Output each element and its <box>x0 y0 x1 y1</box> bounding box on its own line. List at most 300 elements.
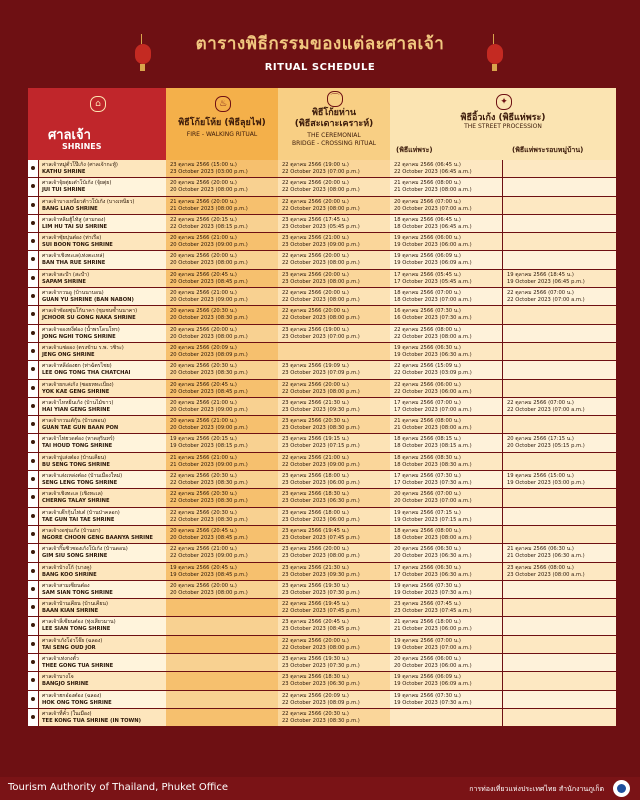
shrine-name-thai: ศาลเจ้าหมู่ตั่วโป๊เก้ง (ศาลเจ้ากะทู้) <box>42 162 118 168</box>
fire-date-english: 20 October 2023 (09:00 p.m.) <box>170 406 248 413</box>
bridge-date-thai: 22 ตุลาคม 2566 (20:00 น.) <box>282 180 349 187</box>
column-header-bridge-thai-line2: (พิธีสะเดาะเคราะห์) <box>294 119 374 129</box>
p1-date-english: 23 October 2023 (07:45 a.m.) <box>394 608 472 615</box>
p2-time-cell <box>503 251 616 268</box>
bridge-time-cell <box>278 233 390 250</box>
fire-date-thai: 22 ตุลาคม 2566 (20:30 น.) <box>170 491 237 498</box>
page-title-english: RITUAL SCHEDULE <box>264 62 376 73</box>
bullet-icon <box>28 489 38 506</box>
p2-time-cell <box>503 325 616 342</box>
shrine-name-thai: ศาลเจ้าหลิมฮู้ไท้สู (สามกอง) <box>42 216 106 223</box>
bullet-icon <box>28 215 38 232</box>
bullet-icon <box>28 288 38 305</box>
shrine-name-thai: ศาลเจ้าหลีอ๋องฮก (ท่าฉัตรไชย) <box>42 363 112 370</box>
p1-date-english: 22 October 2023 (03:09 p.m.) <box>394 370 472 377</box>
fire-date-thai: 20 ตุลาคม 2566 (21:00 น.) <box>170 399 237 406</box>
p1-date-english: 20 October 2023 (07:00 a.m.) <box>394 205 472 212</box>
bridge-time-cell <box>278 251 390 268</box>
bullet-icon <box>28 306 38 323</box>
fire-date-thai: 20 ตุลาคม 2566 (21:00 น.) <box>170 290 237 297</box>
bridge-time-cell <box>278 581 390 598</box>
p1-date-english: 18 October 2023 (07:00 a.m.) <box>394 297 472 304</box>
shrine-name-cell <box>39 306 166 323</box>
bridge-time-cell <box>278 709 390 726</box>
p1-date-english: 22 October 2023 (08:00 a.m.) <box>394 333 472 340</box>
footer-org-english: Tourism Authority of Thailand, Phuket Office <box>8 782 229 793</box>
p1-date-thai: 20 ตุลาคม 2566 (07:00 น.) <box>394 198 461 205</box>
bridge-date-thai: 23 ตุลาคม 2566 (19:09 น.) <box>282 363 349 370</box>
p1-time-cell <box>390 380 502 397</box>
bullet-icon <box>28 526 38 543</box>
bridge-date-thai: 22 ตุลาคม 2566 (21:00 น.) <box>282 454 349 461</box>
fire-time-cell <box>166 508 278 525</box>
p2-time-cell <box>503 471 616 488</box>
fire-date-thai: 20 ตุลาคม 2566 (20:00 น.) <box>170 582 237 589</box>
bridge-time-cell <box>278 672 390 689</box>
footer-org-thai: การท่องเที่ยวแห่งประเทศไทย สำนักงานภูเก็ต <box>469 785 604 793</box>
p2-time-cell <box>503 453 616 470</box>
p1-date-english: 20 October 2023 (07:00 a.m.) <box>394 498 472 505</box>
bullet-icon <box>28 325 38 342</box>
shrine-name-english: BAN THA RUE SHRINE <box>42 260 106 267</box>
shrine-name-cell <box>39 672 166 689</box>
fire-date-english: 20 October 2023 (09:00 p.m.) <box>170 297 248 304</box>
p2-time-cell <box>503 691 616 708</box>
table-row <box>28 691 616 709</box>
fire-date-thai: 19 ตุลาคม 2566 (20:45 น.) <box>170 564 237 571</box>
fire-date-english: 20 October 2023 (09:00 p.m.) <box>170 425 248 432</box>
shrine-name-cell <box>39 178 166 195</box>
fire-date-thai: 22 ตุลาคม 2566 (20:30 น.) <box>170 473 237 480</box>
column-header-shrines <box>28 88 166 160</box>
column-header-street-procession <box>390 88 616 160</box>
fire-time-cell <box>166 581 278 598</box>
page-header <box>0 0 640 88</box>
bridge-date-thai: 23 ตุลาคม 2566 (19:00 น.) <box>282 326 349 333</box>
shrine-name-cell <box>39 508 166 525</box>
p1-date-thai: 20 ตุลาคม 2566 (06:30 น.) <box>394 546 461 553</box>
p1-time-cell <box>390 306 502 323</box>
p2-date-english: 19 October 2023 (06:45 p.m.) <box>507 278 585 285</box>
p1-date-thai: 18 ตุลาคม 2566 (06:45 น.) <box>394 216 461 223</box>
column-subheader-procession: (พิธีแห่พระ) <box>396 146 433 154</box>
p1-time-cell <box>390 270 502 287</box>
bridge-date-thai: 23 ตุลาคม 2566 (18:30 น.) <box>282 491 349 498</box>
bridge-date-thai: 23 ตุลาคม 2566 (21:00 น.) <box>282 235 349 242</box>
table-row <box>28 453 616 471</box>
shrine-name-cell <box>39 434 166 451</box>
bridge-time-cell <box>278 306 390 323</box>
shrine-name-cell <box>39 709 166 726</box>
fire-date-english: 20 October 2023 (08:00 p.m.) <box>170 187 248 194</box>
shrine-name-english: HOK ONG TONG SHRINE <box>42 699 112 706</box>
p1-date-english: 22 October 2023 (06:00 a.m.) <box>394 388 472 395</box>
p2-time-cell <box>503 709 616 726</box>
p1-time-cell <box>390 325 502 342</box>
p1-time-cell <box>390 544 502 561</box>
p1-date-thai: 19 ตุลาคม 2566 (07:30 น.) <box>394 692 461 699</box>
p1-time-cell <box>390 636 502 653</box>
bullet-icon <box>28 636 38 653</box>
p1-date-thai: 20 ตุลาคม 2566 (06:00 น.) <box>394 656 461 663</box>
bridge-date-english: 23 October 2023 (09:30 p.m.) <box>282 406 360 413</box>
shrine-name-english: BANGJO SHRINE <box>42 681 89 688</box>
shrine-name-english: JONG NGHI TONG SHRINE <box>42 333 116 340</box>
bridge-date-english: 23 October 2023 (08:00 p.m.) <box>282 553 360 560</box>
p2-time-cell <box>503 416 616 433</box>
fire-time-cell <box>166 160 278 177</box>
bridge-time-cell <box>278 599 390 616</box>
bridge-date-english: 23 October 2023 (09:00 p.m.) <box>282 242 360 249</box>
table-row <box>28 380 616 398</box>
shrine-name-thai: ศาลเจ้าเก้งโอ่วโจ๊ย (ฉลอง) <box>42 637 103 644</box>
bridge-date-thai: 22 ตุลาคม 2566 (19:00 น.) <box>282 162 349 168</box>
fire-time-cell <box>166 361 278 378</box>
bridge-date-thai: 22 ตุลาคม 2566 (20:00 น.) <box>282 253 349 260</box>
fire-date-thai: 20 ตุลาคม 2566 (20:00 น.) <box>170 180 237 187</box>
p1-date-thai: 19 ตุลาคม 2566 (06:00 น.) <box>394 235 461 242</box>
shrine-name-cell <box>39 380 166 397</box>
shrine-name-thai: ศาลเจ้าซุ้ยบุ่นต๋อง (ท่าเรือ) <box>42 235 102 242</box>
bridge-date-thai: 23 ตุลาคม 2566 (20:00 น.) <box>282 271 349 278</box>
bullet-icon <box>28 416 38 433</box>
table-row <box>28 489 616 507</box>
p1-time-cell <box>390 581 502 598</box>
table-row <box>28 197 616 215</box>
bridge-date-thai: 23 ตุลาคม 2566 (18:30 น.) <box>282 674 349 681</box>
bridge-date-thai: 23 ตุลาคม 2566 (19:15 น.) <box>282 436 349 443</box>
table-row <box>28 434 616 452</box>
fire-date-thai: 20 ตุลาคม 2566 (20:30 น.) <box>170 308 237 315</box>
fire-date-english: 20 October 2023 (08:00 p.m.) <box>170 589 248 596</box>
table-row <box>28 178 616 196</box>
shrine-name-english: TAI HOUD TONG SHRINE <box>42 443 113 450</box>
column-subheader-village-procession: (พิธีแห่พระรอบหมู่บ้าน) <box>512 146 584 154</box>
fire-time-cell <box>166 563 278 580</box>
shrine-name-english: CHERNG TALAY SHRINE <box>42 498 110 505</box>
fire-date-english: 22 October 2023 (08:30 p.m.) <box>170 516 248 523</box>
fire-time-cell <box>166 251 278 268</box>
shrine-name-thai: ศาลเจ้าจองหงี่ต๋อง (น้ำพรโดนโทร) <box>42 326 120 333</box>
p1-date-english: 19 October 2023 (06:30 a.m.) <box>394 351 472 358</box>
p1-time-cell <box>390 434 502 451</box>
p1-date-thai: 20 ตุลาคม 2566 (07:00 น.) <box>394 491 461 498</box>
shrine-name-english: BANG LIAO SHRINE <box>42 205 98 212</box>
p1-date-thai: 19 ตุลาคม 2566 (06:30 น.) <box>394 344 461 351</box>
bridge-date-english: 23 October 2023 (06:30 p.m.) <box>282 498 360 505</box>
p1-time-cell <box>390 453 502 470</box>
p2-time-cell <box>503 489 616 506</box>
shrine-name-english: GUAN TAE GUN BAAN PON <box>42 425 119 432</box>
shrine-name-cell <box>39 544 166 561</box>
column-header-bridge-english-line1: THE CEREMONIAL <box>307 132 361 139</box>
p2-time-cell <box>503 197 616 214</box>
p1-time-cell <box>390 563 502 580</box>
bullet-icon <box>28 544 38 561</box>
page-title-thai: ตารางพิธีกรรมของแต่ละศาลเจ้า <box>195 34 445 54</box>
p1-date-thai: 17 ตุลาคม 2566 (06:30 น.) <box>394 564 461 571</box>
bridge-time-cell <box>278 453 390 470</box>
shrine-name-thai: ศาลเจ้าบ้านเคียน (บ้านเคียน) <box>42 601 108 608</box>
p1-date-thai: 19 ตุลาคม 2566 (07:00 น.) <box>394 637 461 644</box>
bridge-time-cell <box>278 563 390 580</box>
shrine-name-cell <box>39 233 166 250</box>
bullet-icon <box>28 343 38 360</box>
p2-time-cell <box>503 215 616 232</box>
shrine-name-cell <box>39 343 166 360</box>
shrine-name-cell <box>39 197 166 214</box>
table-row <box>28 544 616 562</box>
p1-date-thai: 22 ตุลาคม 2566 (06:45 น.) <box>394 162 461 168</box>
fire-date-english: 20 October 2023 (08:45 p.m.) <box>170 278 248 285</box>
p2-time-cell <box>503 288 616 305</box>
p1-time-cell <box>390 215 502 232</box>
bridge-date-thai: 23 ตุลาคม 2566 (18:00 น.) <box>282 509 349 516</box>
fire-time-cell <box>166 453 278 470</box>
shrine-name-cell <box>39 636 166 653</box>
p2-time-cell <box>503 361 616 378</box>
shrine-name-english: HAI YIAN GENG SHRINE <box>42 406 111 413</box>
p1-date-thai: 19 ตุลาคม 2566 (06:09 น.) <box>394 253 461 260</box>
p2-time-cell <box>503 434 616 451</box>
p2-date-thai: 22 ตุลาคม 2566 (07:00 น.) <box>507 399 574 406</box>
column-header-procession-english: THE STREET PROCESSION <box>464 123 542 130</box>
shrine-name-cell <box>39 691 166 708</box>
fire-time-cell <box>166 197 278 214</box>
shrine-name-cell <box>39 251 166 268</box>
fire-time-cell <box>166 270 278 287</box>
table-row <box>28 325 616 343</box>
bridge-date-thai: 22 ตุลาคม 2566 (20:00 น.) <box>282 637 349 644</box>
shrine-name-cell <box>39 489 166 506</box>
p2-time-cell <box>503 563 616 580</box>
fire-date-thai: 20 ตุลาคม 2566 (20:45 น.) <box>170 527 237 534</box>
bullet-icon <box>28 581 38 598</box>
p1-date-english: 20 October 2023 (06:00 a.m.) <box>394 663 472 670</box>
bridge-date-thai: 22 ตุลาคม 2566 (19:45 น.) <box>282 601 349 608</box>
bullet-icon <box>28 654 38 671</box>
bridge-date-english: 23 October 2023 (07:30 p.m.) <box>282 663 360 670</box>
p1-date-english: 18 October 2023 (06:45 a.m.) <box>394 223 472 230</box>
p1-time-cell <box>390 709 502 726</box>
bridge-date-thai: 23 ตุลาคม 2566 (18:00 น.) <box>282 473 349 480</box>
bridge-time-cell <box>278 343 390 360</box>
bridge-date-english: 23 October 2023 (06:30 p.m.) <box>282 681 360 688</box>
p2-date-thai: 20 ตุลาคม 2566 (17:15 น.) <box>507 436 574 443</box>
shrine-name-thai: ศาลเจ้างอชุ่นเก้ง (บ้านยา) <box>42 527 101 534</box>
fire-time-cell <box>166 215 278 232</box>
bridge-time-cell <box>278 215 390 232</box>
p2-date-english: 20 October 2023 (05:15 p.m.) <box>507 443 585 450</box>
bridge-date-english: 23 October 2023 (07:30 p.m.) <box>282 589 360 596</box>
p1-date-thai: 16 ตุลาคม 2566 (07:30 น.) <box>394 308 461 315</box>
shrine-name-thai: ศาลเจ้าเชิงทะเล (เชิงทะเล) <box>42 491 103 498</box>
p1-date-english: 19 October 2023 (06:09 a.m.) <box>394 260 472 267</box>
column-header-shrines-thai: ศาลเจ้า <box>48 128 91 143</box>
fire-date-thai: 20 ตุลาคม 2566 (20:00 น.) <box>170 253 237 260</box>
p1-date-thai: 17 ตุลาคม 2566 (05:45 น.) <box>394 271 461 278</box>
fire-time-cell <box>166 526 278 543</box>
p1-time-cell <box>390 672 502 689</box>
bridge-time-cell <box>278 508 390 525</box>
fire-time-cell <box>166 599 278 616</box>
p1-date-english: 19 October 2023 (07:00 a.m.) <box>394 644 472 651</box>
p2-time-cell <box>503 581 616 598</box>
column-header-bridge-english-line2: BRIDGE - CROSSING RITUAL <box>291 140 377 147</box>
p2-date-thai: 19 ตุลาคม 2566 (15:00 น.) <box>507 473 574 480</box>
bullet-icon <box>28 599 38 616</box>
fire-date-english: 21 October 2023 (09:00 p.m.) <box>170 461 248 468</box>
shrine-name-thai: ศาลเจ้าจุ้ยตุ่ยเต๋าโบ้เก้ง (จุ้ยตุ่ย) <box>42 180 112 187</box>
fire-time-cell <box>166 325 278 342</box>
p1-date-thai: 22 ตุลาคม 2566 (15:09 น.) <box>394 363 461 370</box>
shrine-name-thai: ศาลเจ้าฮกอ๋องต๋อง (ฉลอง) <box>42 692 102 699</box>
p1-date-thai: 18 ตุลาคม 2566 (08:00 น.) <box>394 527 461 534</box>
fire-time-cell <box>166 434 278 451</box>
table-row <box>28 288 616 306</box>
p1-date-thai: 18 ตุลาคม 2566 (07:00 น.) <box>394 290 461 297</box>
shrine-name-cell <box>39 471 166 488</box>
p2-date-english: 21 October 2023 (06:30 a.m.) <box>507 553 585 560</box>
p1-date-thai: 22 ตุลาคม 2566 (08:00 น.) <box>394 326 461 333</box>
fire-time-cell <box>166 489 278 506</box>
p2-time-cell <box>503 617 616 634</box>
p1-time-cell <box>390 343 502 360</box>
table-row <box>28 343 616 361</box>
p2-time-cell <box>503 343 616 360</box>
p2-date-english: 23 October 2023 (08:00 a.m.) <box>507 571 585 578</box>
p1-date-english: 17 October 2023 (07:30 a.m.) <box>394 480 472 487</box>
p1-date-english: 16 October 2023 (07:30 a.m.) <box>394 315 472 322</box>
bullet-icon <box>28 709 38 726</box>
table-row <box>28 306 616 324</box>
p1-date-english: 21 October 2023 (08:00 a.m.) <box>394 187 472 194</box>
bridge-date-english: 22 October 2023 (08:00 p.m.) <box>282 644 360 651</box>
p1-time-cell <box>390 691 502 708</box>
p1-date-thai: 22 ตุลาคม 2566 (06:00 น.) <box>394 381 461 388</box>
p1-date-english: 20 October 2023 (06:30 a.m.) <box>394 553 472 560</box>
shrine-name-english: BANG KOO SHRINE <box>42 571 97 578</box>
fire-date-thai: 20 ตุลาคม 2566 (20:09 น.) <box>170 344 237 351</box>
fire-time-cell <box>166 380 278 397</box>
table-row <box>28 526 616 544</box>
fire-date-english: 20 October 2023 (09:00 p.m.) <box>170 242 248 249</box>
bridge-date-thai: 22 ตุลาคม 2566 (20:00 น.) <box>282 308 349 315</box>
bridge-date-thai: 23 ตุลาคม 2566 (17:45 น.) <box>282 216 349 223</box>
bullet-icon <box>28 672 38 689</box>
fire-date-english: 20 October 2023 (08:45 p.m.) <box>170 388 248 395</box>
shrine-name-cell <box>39 654 166 671</box>
fire-date-thai: 20 ตุลาคม 2566 (20:45 น.) <box>170 271 237 278</box>
shrine-name-english: JUI TUI SHRINE <box>42 187 86 194</box>
shrine-name-english: SENG LENG TONG SHRINE <box>42 480 118 487</box>
bullet-icon <box>28 233 38 250</box>
bridge-date-thai: 23 ตุลาคม 2566 (19:30 น.) <box>282 656 349 663</box>
bridge-time-cell <box>278 160 390 177</box>
bridge-date-thai: 23 ตุลาคม 2566 (19:30 น.) <box>282 582 349 589</box>
shrine-name-english: TAI SENG OUD JOR <box>42 644 96 651</box>
bridge-date-thai: 22 ตุลาคม 2566 (20:09 น.) <box>282 692 349 699</box>
column-header-fire-english: FIRE - WALKING RITUAL <box>186 131 258 138</box>
p2-time-cell <box>503 654 616 671</box>
fire-date-thai: 20 ตุลาคม 2566 (21:00 น.) <box>170 235 237 242</box>
column-header-bridge-english <box>278 132 390 148</box>
shrine-name-thai: ศาลเจ้าสามเซียนต๋อง <box>42 582 90 589</box>
ritual-schedule-table <box>28 88 616 770</box>
bridge-date-english: 22 October 2023 (08:09 p.m.) <box>282 699 360 706</box>
p1-date-english: 18 October 2023 (08:30 a.m.) <box>394 461 472 468</box>
table-row <box>28 361 616 379</box>
bridge-date-english: 22 October 2023 (08:30 p.m.) <box>282 717 360 724</box>
p1-time-cell <box>390 197 502 214</box>
table-row <box>28 416 616 434</box>
shrine-name-cell <box>39 581 166 598</box>
bridge-date-english: 23 October 2023 (06:00 p.m.) <box>282 480 360 487</box>
shrine-name-english: JENG ONG SHRINE <box>42 351 95 358</box>
bridge-date-thai: 22 ตุลาคม 2566 (20:00 น.) <box>282 381 349 388</box>
bridge-date-english: 23 October 2023 (07:00 p.m.) <box>282 333 360 340</box>
bridge-date-english: 23 October 2023 (09:30 p.m.) <box>282 571 360 578</box>
bridge-date-english: 23 October 2023 (07:09 p.m.) <box>282 370 360 377</box>
fire-time-cell <box>166 544 278 561</box>
bridge-time-cell <box>278 636 390 653</box>
fire-date-english: 20 October 2023 (08:30 p.m.) <box>170 370 248 377</box>
p1-time-cell <box>390 617 502 634</box>
bullet-icon <box>28 508 38 525</box>
p1-time-cell <box>390 599 502 616</box>
bridge-date-thai: 22 ตุลาคม 2566 (20:00 น.) <box>282 198 349 205</box>
shrine-name-thai: ศาลเจ้าไหหยีนเก้ง (บ้านไม้ขาว) <box>42 399 114 406</box>
bridge-date-thai: 23 ตุลาคม 2566 (20:30 น.) <box>282 418 349 425</box>
p1-date-english: 19 October 2023 (07:30 a.m.) <box>394 699 472 706</box>
fire-time-cell <box>166 178 278 195</box>
fire-time-cell <box>166 398 278 415</box>
bridge-time-cell <box>278 288 390 305</box>
shrine-name-cell <box>39 563 166 580</box>
p1-time-cell <box>390 288 502 305</box>
fire-date-thai: 19 ตุลาคม 2566 (20:15 น.) <box>170 436 237 443</box>
table-row <box>28 599 616 617</box>
fire-date-english: 20 October 2023 (08:00 p.m.) <box>170 260 248 267</box>
fire-date-thai: 20 ตุลาคม 2566 (21:00 น.) <box>170 418 237 425</box>
shrine-name-thai: ศาลเจ้าบู่เส่งต๋อง (บ้านเคียน) <box>42 454 107 461</box>
fire-time-cell <box>166 709 278 726</box>
shrine-name-cell <box>39 160 166 177</box>
p1-date-thai: 21 ตุลาคม 2566 (18:00 น.) <box>394 619 461 626</box>
p2-time-cell <box>503 672 616 689</box>
shrine-name-thai: ศาลเจ้าบางโจ <box>42 674 74 681</box>
shrine-name-english: LEE ONG TONG THA CHATCHAI <box>42 370 131 377</box>
shrine-name-cell <box>39 398 166 415</box>
bridge-date-english: 22 October 2023 (08:00 p.m.) <box>282 260 360 267</box>
shrine-name-thai: ศาลเจ้าไท่ฮวดต๋อง (หาดสุรินทร์) <box>42 436 115 443</box>
shrine-name-english: JCHOOR SU GONG NAKA SHRINE <box>42 315 136 322</box>
bullet-icon <box>28 251 38 268</box>
fire-icon: ♨ <box>215 96 231 112</box>
bridge-date-english: 22 October 2023 (09:00 p.m.) <box>282 461 360 468</box>
fire-time-cell <box>166 691 278 708</box>
bullet-icon <box>28 380 38 397</box>
bridge-time-cell <box>278 489 390 506</box>
fire-time-cell <box>166 672 278 689</box>
bridge-time-cell <box>278 416 390 433</box>
p2-date-thai: 21 ตุลาคม 2566 (06:30 น.) <box>507 546 574 553</box>
table-row <box>28 581 616 599</box>
shrine-name-cell <box>39 526 166 543</box>
p1-date-english: 17 October 2023 (06:30 a.m.) <box>394 571 472 578</box>
shrine-name-english: LEE SIAN TONG SHRINE <box>42 626 111 633</box>
p1-date-thai: 21 ตุลาคม 2566 (08:00 น.) <box>394 180 461 187</box>
